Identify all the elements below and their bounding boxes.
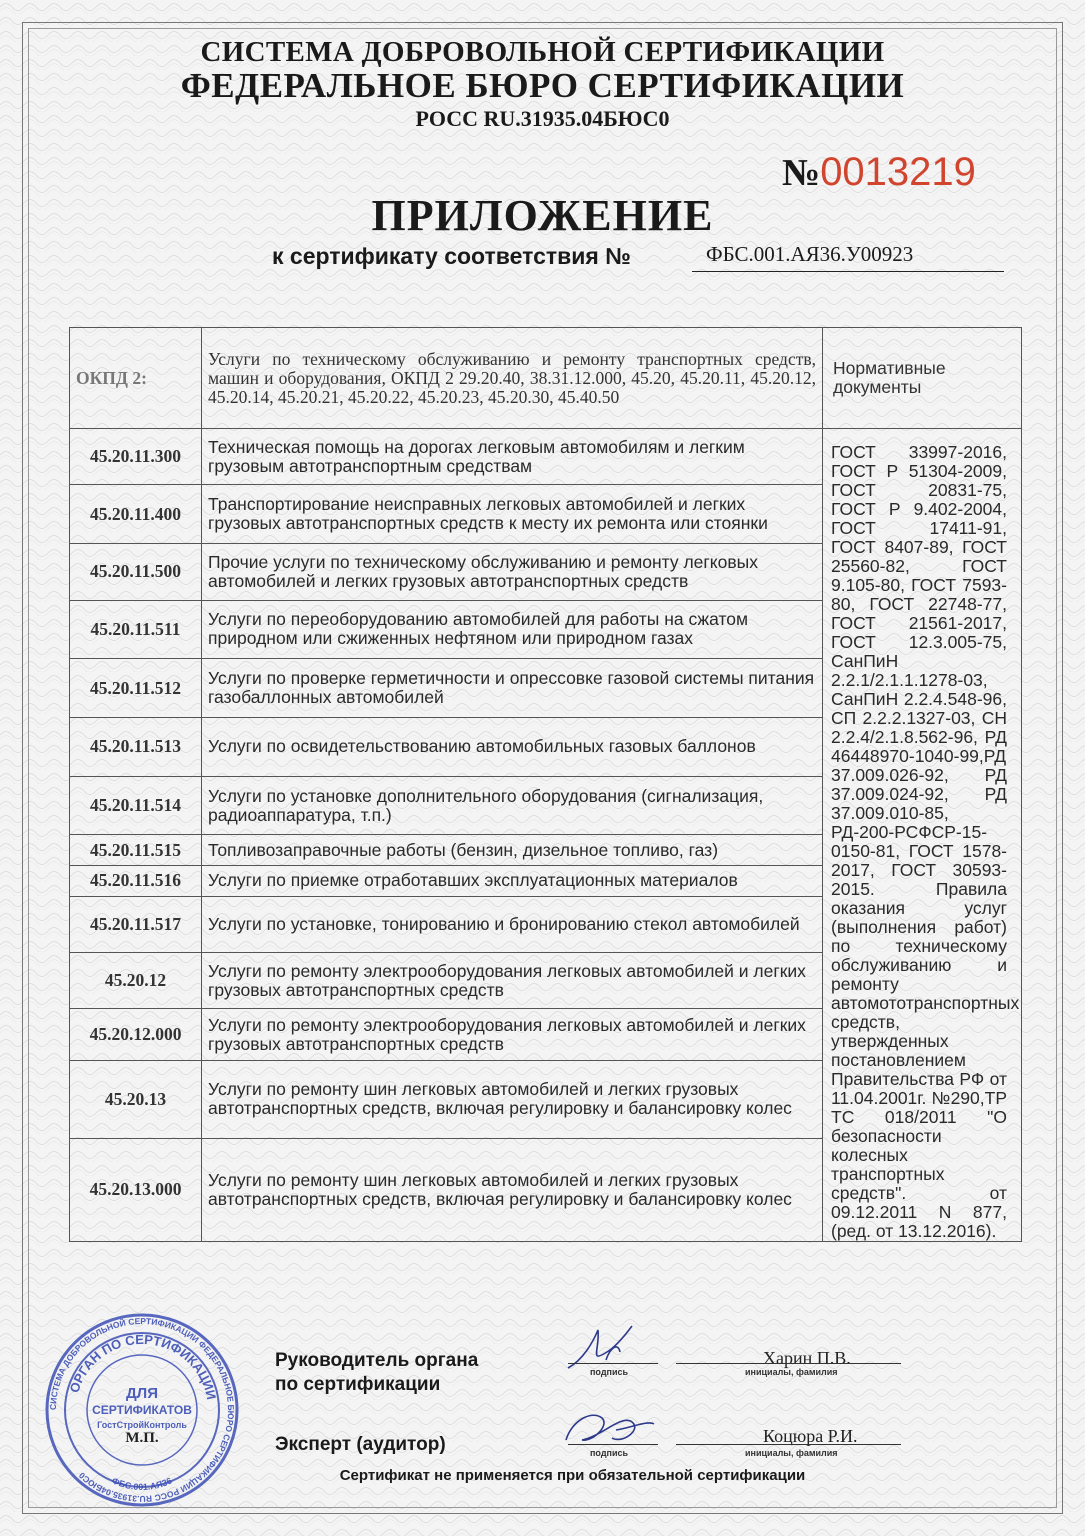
certificate-number: ФБС.001.АЯ36.У00923 [692, 242, 1004, 272]
header-description: Услуги по техническому обслуживанию и ремонту транспортных средств, машин и оборудования, ОКПД 2 29.20.40, 38.31.12.000, 45.20, 45.20.11, 45.20.12, 45.20.14, 45.20.21, 45.20.22, 45.20.23, 45.20.30, 45.40.50 [202, 328, 823, 429]
system-title: СИСТЕМА ДОБРОВОЛЬНОЙ СЕРТИФИКАЦИИ [200, 36, 885, 68]
row-description: Транспортирование неисправных легковых автомобилей и легких грузовых автотранспортных средств к месту их ремонта или стоянки [202, 485, 823, 544]
head-signature-line [568, 1363, 658, 1364]
row-description: Услуги по ремонту электрооборудования легковых автомобилей и легких грузовых автотранспортных средств [202, 952, 823, 1008]
row-code: 45.20.13 [70, 1060, 202, 1138]
row-code: 45.20.12.000 [70, 1009, 202, 1061]
row-code: 45.20.13.000 [70, 1138, 202, 1241]
head-label-line1: Руководитель органа [275, 1350, 479, 1371]
stamp-ring-text: ОРГАН ПО СЕРТИФИКАЦИИ [66, 1331, 220, 1401]
expert-label: Эксперт (аудитор) [275, 1434, 446, 1455]
row-code: 45.20.11.511 [70, 600, 202, 659]
stamp-center-line1: ДЛЯ [126, 1385, 158, 1402]
head-name: Харин П.В. [763, 1348, 851, 1368]
row-description: Техническая помощь на дорогах легковым автомобилям и легким грузовым автотранспортным средствам [202, 429, 823, 485]
document-number-value: 0013219 [820, 150, 976, 194]
row-description: Услуги по ремонту электрооборудования легковых автомобилей и легких грузовых автотранспортных средств [202, 1009, 823, 1061]
row-code: 45.20.12 [70, 952, 202, 1008]
row-description: Услуги по установке дополнительного оборудования (сигнализация, радиоаппаратура, т.п.) [202, 776, 823, 835]
registration-number: РОСС RU.31935.04БЮС0 [415, 106, 670, 131]
row-code: 45.20.11.513 [70, 717, 202, 776]
page-title: ПРИЛОЖЕНИЕ [371, 191, 714, 240]
expert-signature-caption: подпись [590, 1448, 629, 1458]
row-description: Услуги по проверке герметичности и опрессовке газовой системы питания газобаллонных автомобилей [202, 659, 823, 718]
table-row [70, 429, 1022, 485]
row-description: Услуги по ремонту шин легковых автомобилей и легких грузовых автотранспортных средств, включая регулировку и балансировку колес [202, 1060, 823, 1138]
row-description: Услуги по приемке отработавших эксплуатационных материалов [202, 865, 823, 896]
head-label [275, 1349, 478, 1397]
stamp-bottom-code: ФБС.001.АЯ36 [110, 1475, 174, 1493]
row-description: Услуги по переоборудованию автомобилей для работы на сжатом природном или сжиженных нефтяном или природном газах [202, 600, 823, 659]
services-table [69, 327, 1022, 1242]
row-description: Услуги по освидетельствованию автомобильных газовых баллонов [202, 717, 823, 776]
normative-header: Нормативные документы [823, 328, 1022, 429]
stamp-outer-text: СИСТЕМА ДОБРОВОЛЬНОЙ СЕРТИФИКАЦИИ ФЕДЕРАЛЬНОЕ БЮРО СЕРТИФИКАЦИИ РОСС RU.31935.04БЮС0 [47, 1315, 237, 1505]
row-code: 45.20.11.500 [70, 544, 202, 600]
expert-name-caption: инициалы, фамилия [745, 1448, 838, 1458]
stamp-mp: М.П. [125, 1430, 159, 1446]
head-name-caption: инициалы, фамилия [745, 1367, 838, 1377]
stamp-center-line3: ГостСтройКонтроль [97, 1420, 187, 1430]
row-code: 45.20.11.512 [70, 659, 202, 718]
row-description: Услуги по установке, тонированию и бронированию стекол автомобилей [202, 896, 823, 952]
bureau-title: ФЕДЕРАЛЬНОЕ БЮРО СЕРТИФИКАЦИИ [180, 66, 905, 105]
row-code: 45.20.11.515 [70, 835, 202, 866]
row-description: Прочие услуги по техническому обслуживанию и ремонту легковых автомобилей и легких грузовых автотранспортных средств [202, 544, 823, 600]
row-code: 45.20.11.514 [70, 776, 202, 835]
normative-documents: ГОСТ 33997-2016, ГОСТ Р 51304-2009, ГОСТ 20831-75, ГОСТ Р 9.402-2004, ГОСТ 17411-91, ГОСТ 8407-89, ГОСТ 25560-82, ГОСТ 9.105-80, ГОСТ 7593-80, ГОСТ 22748-77, ГОСТ 21561-2017, ГОСТ 12.3.005-75, СанПиН 2.2.1/2.1.1.1278-03, СанПиН 2.2.4.548-96, СП 2.2.2.1327-03, СН 2.2.4/2.1.8.562-96, РД 46448970-1040-99,РД 37.009.026-92, РД 37.009.024-92, РД 37.009.010-85, РД-200-РСФСР-15-0150-81, ГОСТ 1578-2017, ГОСТ 30593-2015. Правила оказания услуг (выполнения работ) по техническому обслуживанию и ремонту автомототранспортных средств, утвержденных постановлением Правительства РФ от 11.04.2001г. №290,ТР ТС 018/2011 "О безопасности колесных транспортных средств". от 09.12.2011 N 877, (ред. от 13.12.2016). [823, 429, 1022, 1242]
subtitle: к сертификату соответствия № [272, 243, 631, 269]
row-description: Услуги по ремонту шин легковых автомобилей и легких грузовых автотранспортных средств, включая регулировку и балансировку колес [202, 1138, 823, 1241]
row-description: Топливозаправочные работы (бензин, дизельное топливо, газ) [202, 835, 823, 866]
expert-name-line [676, 1444, 901, 1445]
row-code: 45.20.11.300 [70, 429, 202, 485]
stamp-center-line2: СЕРТИФИКАТОВ [92, 1403, 192, 1417]
head-label-line2: по сертификации [275, 1374, 441, 1395]
okpd-label: ОКПД 2: [70, 328, 202, 429]
table-header-row [70, 328, 1022, 429]
expert-signature-line [568, 1444, 658, 1445]
row-code: 45.20.11.516 [70, 865, 202, 896]
head-name-line [676, 1363, 901, 1364]
row-code: 45.20.11.517 [70, 896, 202, 952]
footer-note: Сертификат не применяется при обязательной сертификации [339, 1467, 806, 1484]
document-number [782, 150, 976, 195]
expert-name: Коцюра Р.И. [763, 1426, 858, 1446]
row-code: 45.20.11.400 [70, 485, 202, 544]
head-signature-caption: подпись [590, 1367, 629, 1377]
number-sign: № [782, 152, 821, 194]
